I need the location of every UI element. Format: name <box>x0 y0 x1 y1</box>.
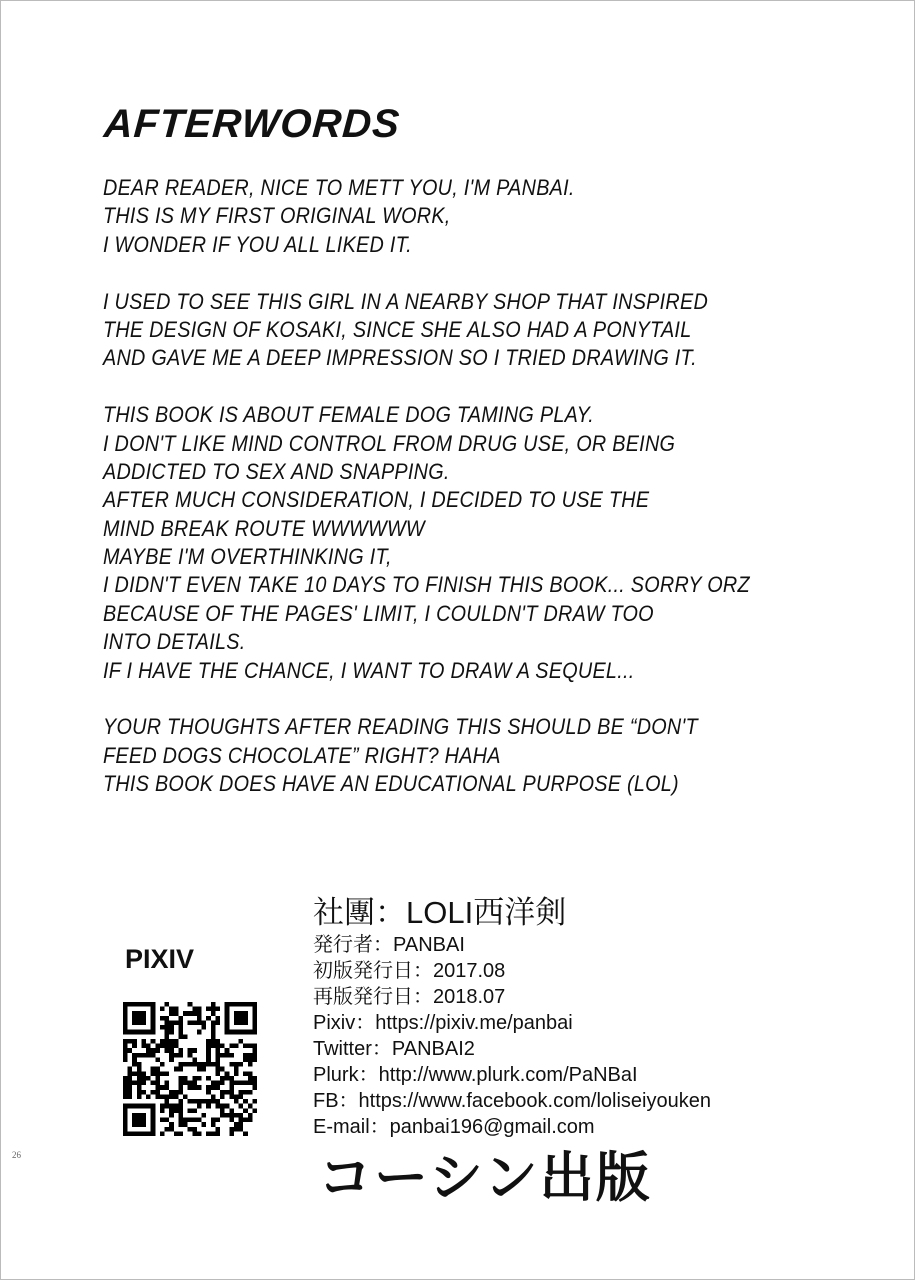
text-line: I WONDER IF YOU ALL LIKED IT. <box>103 231 412 257</box>
text-line: INTO DETAILS. <box>103 629 246 655</box>
colophon-row: 再版発行日：2018.07 <box>313 986 506 1008</box>
text-line: AFTER MUCH CONSIDERATION, I DECIDED TO USE THE <box>103 487 650 513</box>
colophon-row: Plurk：http://www.plurk.com/PaNBaI <box>313 1064 638 1086</box>
circle-name: 社團：LOLI西洋剣 <box>313 895 567 930</box>
text-line: THIS BOOK DOES HAVE AN EDUCATIONAL PURPOSE (LOL) <box>103 771 679 797</box>
colophon <box>313 894 711 1140</box>
colophon-row: E-mail：panbai196@gmail.com <box>313 1116 595 1138</box>
pixiv-label: PIXIV <box>125 944 195 974</box>
text-line: THE DESIGN OF KOSAKI, SINCE SHE ALSO HAD A PONYTAIL <box>103 316 692 342</box>
text-line: I DIDN'T EVEN TAKE 10 DAYS TO FINISH THIS BOOK... SORRY ORZ <box>103 572 750 598</box>
text-line: AND GAVE ME A DEEP IMPRESSION SO I TRIED DRAWING IT. <box>103 345 697 371</box>
text-line: IF I HAVE THE CHANCE, I WANT TO DRAW A SEQUEL... <box>103 657 635 683</box>
paragraph-gap <box>103 259 893 287</box>
text-line: YOUR THOUGHTS AFTER READING THIS SHOULD BE “DON'T <box>103 714 698 740</box>
paragraph-gap <box>103 685 893 713</box>
text-line: I DON'T LIKE MIND CONTROL FROM DRUG USE, OR BEING <box>103 430 676 456</box>
publisher-name: コーシン出版 <box>318 1145 652 1209</box>
colophon-row: 初版発行日：2017.08 <box>313 960 506 982</box>
paragraph-gap <box>103 373 893 401</box>
text-line: MIND BREAK ROUTE WWWWWW <box>103 515 425 541</box>
qr-code-icon <box>122 1002 258 1136</box>
text-line: DEAR READER, NICE TO METT YOU, I'M PANBAI. <box>103 175 575 200</box>
colophon-row: Twitter：PANBAI2 <box>313 1038 475 1060</box>
text-line: I USED TO SEE THIS GIRL IN A NEARBY SHOP THAT INSPIRED <box>103 288 709 314</box>
page-title: AFTERWORDS <box>102 102 402 146</box>
text-line: ADDICTED TO SEX AND SNAPPING. <box>103 458 450 484</box>
colophon-row: 発行者：PANBAI <box>313 934 465 956</box>
afterword-body <box>103 174 893 799</box>
text-line: FEED DOGS CHOCOLATE” RIGHT? HAHA <box>103 742 501 768</box>
text-line: THIS BOOK IS ABOUT FEMALE DOG TAMING PLAY. <box>103 402 595 428</box>
page-number: 26 <box>12 1150 21 1160</box>
text-line: THIS IS MY FIRST ORIGINAL WORK, <box>103 203 451 229</box>
colophon-row: Pixiv：https://pixiv.me/panbai <box>313 1012 573 1034</box>
text-line: MAYBE I'M OVERTHINKING IT, <box>103 544 392 570</box>
colophon-row: FB：https://www.facebook.com/loliseiyouken <box>313 1090 711 1112</box>
text-line: BECAUSE OF THE PAGES' LIMIT, I COULDN'T DRAW TOO <box>103 600 654 626</box>
